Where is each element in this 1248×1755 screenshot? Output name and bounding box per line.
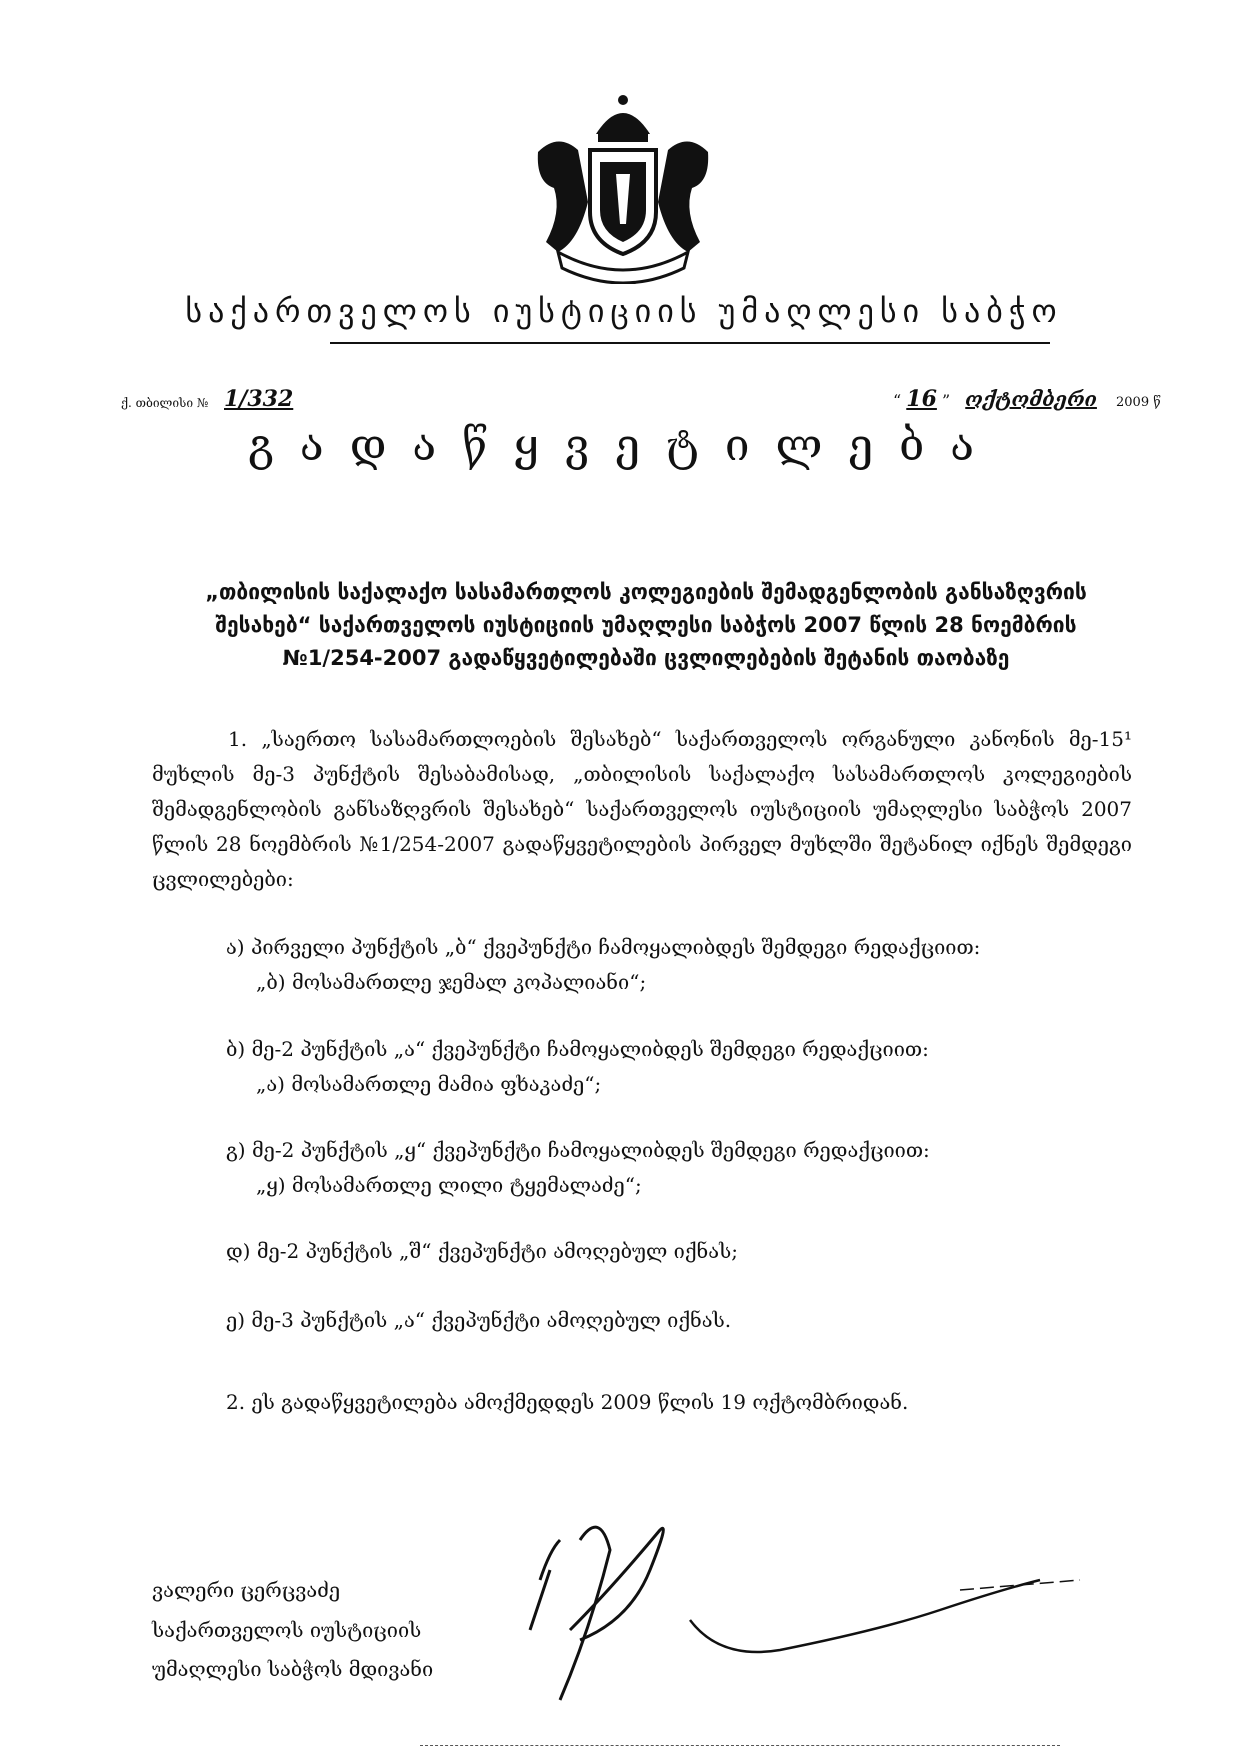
date-month: ოქტომბერი — [965, 387, 1097, 411]
signatory-position: საქართველოს იუსტიციის — [152, 1618, 422, 1642]
date-year: 2009 წ — [1116, 395, 1161, 410]
paragraph-1: 1. „საერთო სასამართლოების შესახებ“ საქართველოს ორგანული კანონის მე-15¹ მუხლის მე-3 პუნქტის შესაბამისად, „თბილისის საქალაქო სასამართლოს კოლეგიების შემადგენლობის განსაზღვრის შესახებ“ საქართველოს იუსტიციის უმაღლესი საბჭოს 2007 წლის 28 ნოემბრის №1/254-2007 გადაწყვეტილების პირველ მუხლში შეტანილ იქნეს შემდეგი ცვლილებები: — [152, 727, 1132, 891]
list-item-main: ე) მე-3 პუნქტის „ა“ ქვეპუნქტი ამოღებულ იქნას. — [226, 1308, 732, 1332]
document-subject: „თბილისის საქალაქო სასამართლოს კოლეგიების შემადგენლობის განსაზღვრის შესახებ“ საქართველოს იუსტიციის უმაღლესი საბჭოს 2007 წლის 28 ნოემბრის №1/254-2007 გადაწყვეტილებაში ცვლილებების შეტანის თაობაზე — [205, 580, 1087, 670]
signatory-name: ვალერი ცერცვაძე — [152, 1578, 341, 1602]
council-name-header: საქართველოს იუსტიციის უმაღლესი საბჭო — [185, 292, 1063, 330]
doc-number-label: ქ. თბილისი № — [121, 396, 209, 410]
list-item-sub: „ა) მოსამართლე მამია ფხაკაძე“; — [256, 1072, 602, 1096]
footer-divider — [420, 1745, 1060, 1746]
doc-number: 1/332 — [224, 386, 294, 412]
document-title: გადაწყვეტილება — [247, 420, 1000, 471]
handwritten-signature — [520, 1510, 1090, 1710]
paragraph-2: 2. ეს გადაწყვეტილება ამოქმედდეს 2009 წლის 19 ოქტომბრიდან. — [226, 1390, 909, 1414]
list-item-main: გ) მე-2 პუნქტის „ყ“ ქვეპუნქტი ჩამოყალიბდეს შემდეგი რედაქციით: — [226, 1138, 930, 1162]
signatory-position: უმაღლესი საბჭოს მდივანი — [152, 1657, 434, 1681]
list-item-main: ა) პირველი პუნქტის „ბ“ ქვეპუნქტი ჩამოყალიბდეს შემდეგი რედაქციით: — [226, 935, 981, 959]
list-item-main: ბ) მე-2 პუნქტის „ა“ ქვეპუნქტი ჩამოყალიბდეს შემდეგი რედაქციით: — [226, 1037, 929, 1061]
list-item — [226, 930, 1106, 1000]
header-divider — [330, 342, 1050, 344]
list-item-sub: „ბ) მოსამართლე ჯემალ კოპალიანი“; — [256, 970, 647, 994]
document-date: “ 16 ” ოქტომბერი 2009 წ — [893, 386, 1161, 412]
list-item — [226, 1303, 1106, 1338]
coat-of-arms-emblem — [518, 92, 728, 284]
list-item — [226, 1133, 1106, 1203]
list-item — [226, 1234, 1106, 1269]
list-item-main: დ) მე-2 პუნქტის „შ“ ქვეპუნქტი ამოღებულ იქნას; — [226, 1239, 738, 1263]
date-day: 16 — [906, 386, 937, 412]
list-item — [226, 1032, 1106, 1102]
list-item-sub: „ყ) მოსამართლე ლილი ტყემალაძე“; — [256, 1173, 642, 1197]
